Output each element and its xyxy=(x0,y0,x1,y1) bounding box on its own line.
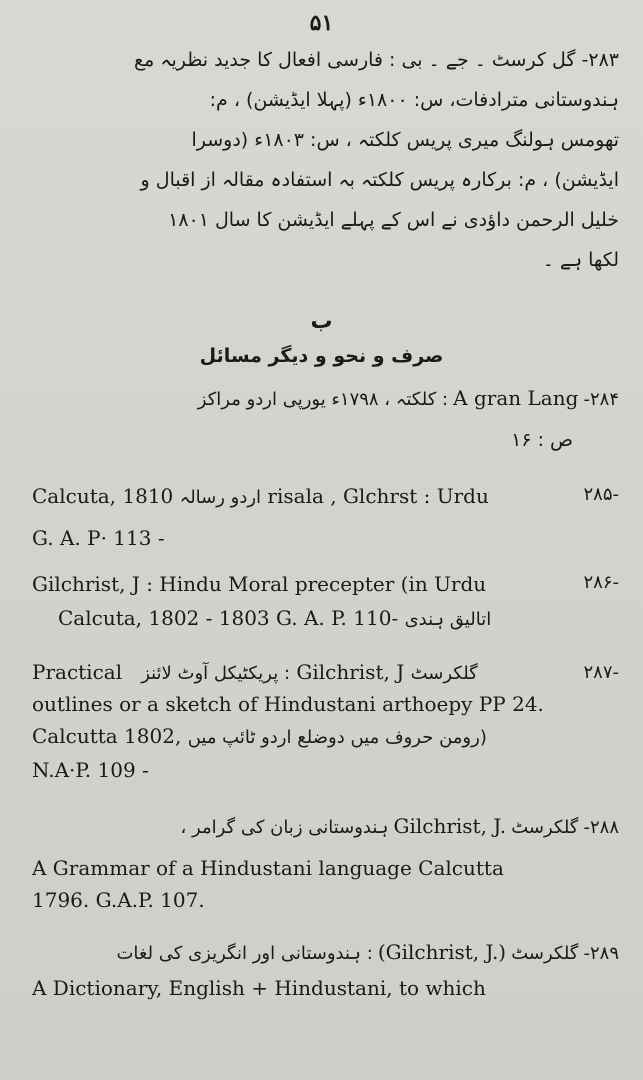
entry-288-number: ۲۸۸- xyxy=(583,817,619,838)
entry-287-place-year: Calcutta 1802, xyxy=(32,724,182,748)
entry-286-line-2 xyxy=(58,602,623,636)
entry-283-line-3: تھومس ہولنگ میری پریس کلکتہ ، س: ۱۸۰۳ء (دوسرا xyxy=(191,129,619,151)
entry-288-english-name: Gilchrist, J. xyxy=(393,814,507,838)
entry-287-line-4: N.A·P. 109 - xyxy=(32,758,149,782)
page-number: ۵۱ xyxy=(309,10,334,36)
entry-287-line-1 xyxy=(32,656,563,690)
entry-287-urdu-author: گلکرسٹ xyxy=(410,663,478,684)
entry-285-number: ۲۸۵- xyxy=(583,484,619,505)
entry-289-urdu-name: گلکرسٹ xyxy=(511,943,579,964)
entry-285-line-1 xyxy=(32,480,563,514)
entry-283-line-6: لکھا ہے ۔ xyxy=(542,249,619,271)
entry-287-urdu-title: : پریکٹیکل آوٹ لائنز xyxy=(141,663,291,684)
entry-285-line-2: G. A. P· 113 - xyxy=(32,526,165,550)
entry-288-line-3: 1796. G.A.P. 107. xyxy=(32,888,205,912)
entry-283-line-5: خلیل الرحمن داؤدی نے اس کے پہلے ایڈیشن کا سال ۱۸۰۱ xyxy=(168,209,619,231)
section-letter: ب xyxy=(310,309,333,334)
entry-288-urdu-title: ہندوستانی زبان کی گرامر ، xyxy=(180,817,389,838)
section-title: صرف و نحو و دیگر مسائل xyxy=(199,345,444,367)
entry-288-urdu-name: گلکرسٹ xyxy=(511,817,579,838)
entry-283-line-1: ۲۸۳- گل کرسٹ ۔ جے ۔ بی : فارسی افعال کا جدید نظریہ مع xyxy=(133,49,619,71)
entry-285-place-year: Calcuta, 1810 xyxy=(32,484,174,508)
entry-287-urdu-note: (رومن حروف میں دوضلع اردو ٹائپ میں xyxy=(187,727,487,748)
entry-284-urdu: : کلکتہ ، ۱۷۹۸ء یورپی اردو مراکز xyxy=(197,389,449,410)
entry-289-number: ۲۸۹- xyxy=(583,943,619,964)
entry-285-urdu: اردو رسالہ xyxy=(179,487,262,508)
entry-289-english-name: (Gilchrist, J.) xyxy=(377,940,507,964)
entry-286-place-year: Calcuta, 1802 - 1803 G. A. P. 110- xyxy=(58,606,399,630)
entry-288-line-2: A Grammar of a Hindustani language Calcutta xyxy=(32,856,504,880)
entry-289-line-2: A Dictionary, English + Hindustani, to which xyxy=(32,976,486,1000)
entry-284-line-2: ص : ۱۶ xyxy=(511,429,573,451)
entry-287-author: Gilchrist, J xyxy=(296,660,405,684)
entry-287-practical: Practical xyxy=(32,660,123,684)
entry-284-number: ۲۸۴- xyxy=(583,389,619,410)
entry-287-number: ۲۸۷- xyxy=(583,662,619,683)
entry-283-line-2: ہندوستانی مترادفات، س: ۱۸۰۰ء (پہلا ایڈیشن) ، م: xyxy=(209,89,619,111)
entry-287-line-2: outlines or a sketch of Hindustani arthoepy PP 24. xyxy=(32,692,544,716)
entry-286-line-1: Gilchrist, J : Hindu Moral precepter (in Urdu xyxy=(32,572,487,596)
entry-284-english: A gran Lang xyxy=(453,386,579,410)
entry-283-line-4: ایڈیشن) ، م: برکارہ پریس کلکتہ بہ استفادہ مقالہ از اقبال و xyxy=(140,169,619,191)
entry-286-urdu-title: اتالیق ہندی xyxy=(404,609,492,630)
entry-287-line-3 xyxy=(32,720,623,754)
entry-285-english: risala , Glchrst : Urdu xyxy=(267,484,489,508)
entry-289-urdu-title: : ہندوستانی اور انگریزی کی لغات xyxy=(116,943,373,964)
entry-286-number: ۲۸۶- xyxy=(583,572,619,593)
